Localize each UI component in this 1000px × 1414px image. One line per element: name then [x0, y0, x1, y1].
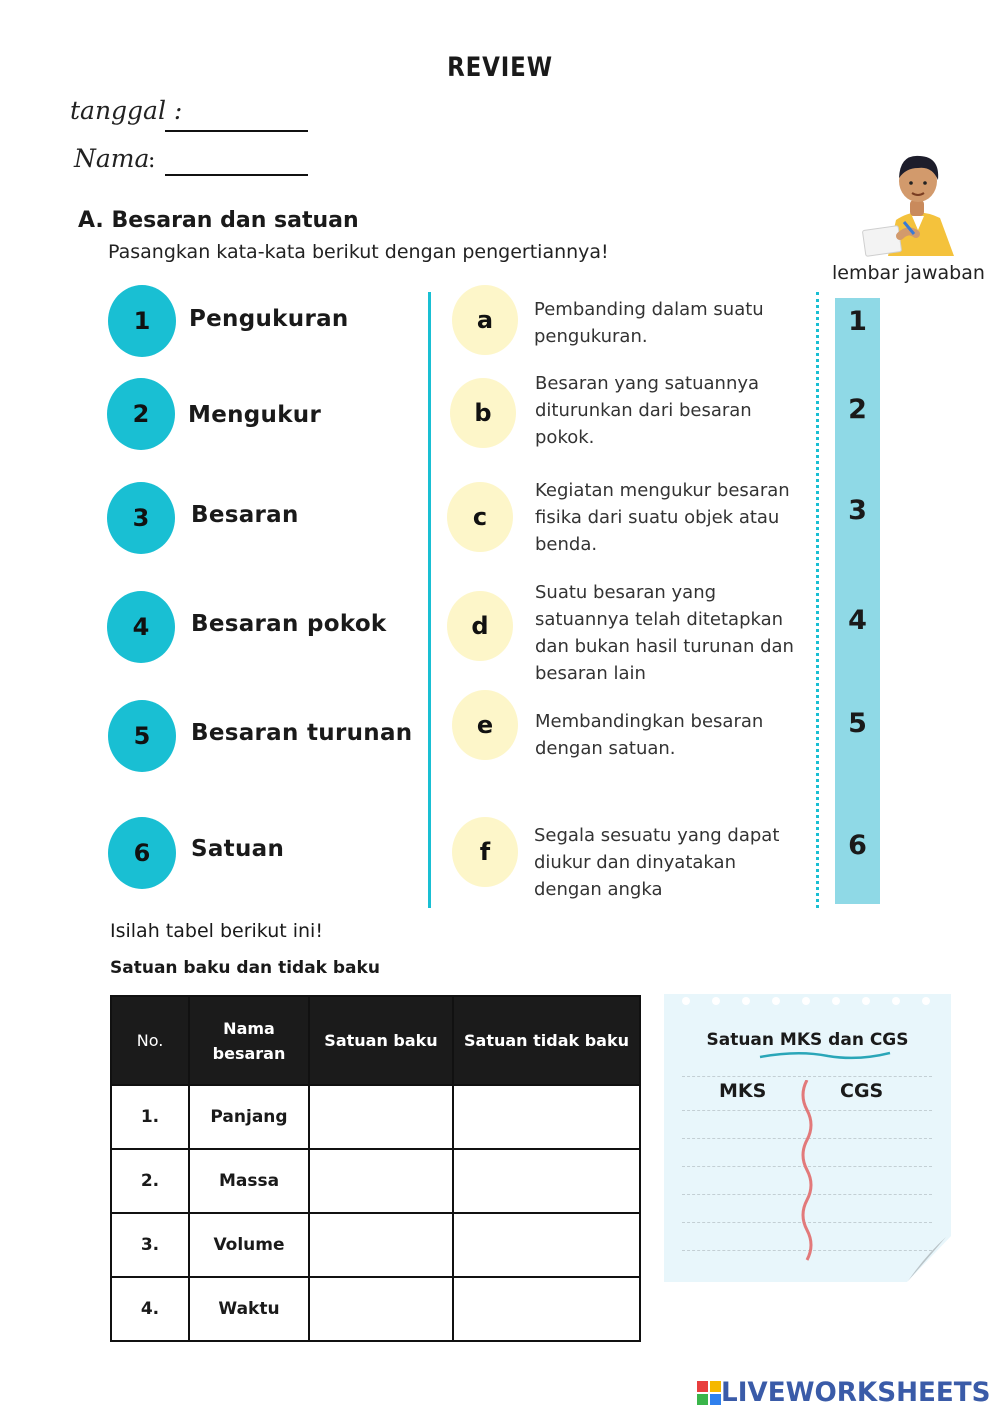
page-curl-decoration — [906, 1235, 952, 1283]
row-name: Massa — [189, 1149, 309, 1213]
date-field[interactable] — [165, 130, 308, 132]
date-label: tanggal : — [70, 96, 183, 125]
logo-text: LIVEWORKSHEETS — [721, 1377, 991, 1408]
title-underline-decoration — [758, 1048, 892, 1062]
term-number-1: 1 — [108, 285, 176, 357]
table-row — [111, 1085, 640, 1149]
definition-text-f[interactable]: Segala sesuatu yang dapat diukur dan dinyatakan dengan angka — [534, 825, 780, 900]
standard-unit-input[interactable] — [309, 1085, 453, 1149]
term-label-6[interactable]: Satuan — [191, 836, 285, 862]
definition-text-e[interactable]: Membandingkan besaran dengan satuan. — [535, 711, 764, 759]
standard-unit-input[interactable] — [309, 1149, 453, 1213]
table-row — [111, 1277, 640, 1341]
cgs-column-label: CGS — [840, 1080, 884, 1102]
row-no: 4. — [111, 1277, 189, 1341]
answer-slot-4[interactable]: 4 — [848, 605, 867, 636]
units-table — [110, 995, 641, 1342]
table-row — [111, 1213, 640, 1277]
row-name: Waktu — [189, 1277, 309, 1341]
name-colon: : — [148, 148, 156, 173]
term-label-4[interactable]: Besaran pokok — [191, 611, 387, 637]
definition-text-b[interactable]: Besaran yang satuannya diturunkan dari besaran pokok. — [535, 373, 760, 448]
nonstandard-unit-input[interactable] — [453, 1085, 640, 1149]
note-rings-decoration — [664, 994, 951, 1008]
table-intro: Isilah tabel berikut ini! — [110, 920, 323, 942]
term-label-5[interactable]: Besaran turunan — [191, 720, 413, 746]
table-row — [111, 1149, 640, 1213]
definition-letter-a: a — [452, 285, 518, 355]
definition-letter-f: f — [452, 817, 518, 887]
answer-slot-6[interactable]: 6 — [848, 830, 867, 861]
nonstandard-unit-input[interactable] — [453, 1213, 640, 1277]
term-label-1[interactable]: Pengukuran — [189, 306, 349, 332]
table-title: Satuan baku dan tidak baku — [110, 958, 380, 978]
answer-slot-5[interactable]: 5 — [848, 708, 867, 739]
row-name: Volume — [189, 1213, 309, 1277]
answer-sheet-title: lembar jawaban — [832, 262, 985, 284]
header-name: Nama besaran — [189, 996, 309, 1085]
row-name: Panjang — [189, 1085, 309, 1149]
definition-letter-d: d — [447, 591, 513, 661]
name-field[interactable] — [165, 174, 308, 176]
page-title: REVIEW — [447, 52, 553, 83]
nonstandard-unit-input[interactable] — [453, 1277, 640, 1341]
standard-unit-input[interactable] — [309, 1213, 453, 1277]
answer-divider — [816, 292, 819, 908]
term-label-2[interactable]: Mengukur — [188, 402, 322, 428]
header-standard: Satuan baku — [309, 996, 453, 1085]
mks-column-label: MKS — [719, 1080, 767, 1102]
student-illustration — [860, 148, 972, 258]
wavy-divider-decoration — [796, 1080, 818, 1262]
definition-text-d[interactable]: Suatu besaran yang satuannya telah ditetapkan dan bukan hasil turunan dan besaran lain — [535, 582, 794, 684]
definition-text-a[interactable]: Pembanding dalam suatu pengukuran. — [534, 299, 764, 347]
term-label-3[interactable]: Besaran — [191, 502, 299, 528]
liveworksheets-logo — [697, 1377, 999, 1408]
term-number-6: 6 — [108, 817, 176, 889]
row-no: 2. — [111, 1149, 189, 1213]
instruction: Pasangkan kata-kata berikut dengan pengertiannya! — [108, 241, 609, 263]
header-nonstandard: Satuan tidak baku — [453, 996, 640, 1085]
name-label: Nama — [74, 144, 150, 173]
answer-column — [835, 298, 880, 904]
definition-letter-e: e — [452, 690, 518, 760]
answer-slot-3[interactable]: 3 — [848, 495, 867, 526]
row-no: 3. — [111, 1213, 189, 1277]
definition-letter-b: b — [450, 378, 516, 448]
column-divider — [428, 292, 431, 908]
term-number-2: 2 — [107, 378, 175, 450]
term-number-5: 5 — [108, 700, 176, 772]
note-title: Satuan MKS dan CGS — [706, 1030, 909, 1050]
header-no: No. — [111, 996, 189, 1085]
section-title: A. Besaran dan satuan — [78, 208, 359, 233]
definition-letter-c: c — [447, 482, 513, 552]
term-number-4: 4 — [107, 591, 175, 663]
definition-text-c[interactable]: Kegiatan mengukur besaran fisika dari suatu objek atau benda. — [535, 480, 790, 555]
nonstandard-unit-input[interactable] — [453, 1149, 640, 1213]
term-number-3: 3 — [107, 482, 175, 554]
logo-blocks-icon — [697, 1381, 721, 1405]
row-no: 1. — [111, 1085, 189, 1149]
standard-unit-input[interactable] — [309, 1277, 453, 1341]
answer-slot-2[interactable]: 2 — [848, 394, 867, 425]
answer-slot-1[interactable]: 1 — [848, 306, 867, 337]
